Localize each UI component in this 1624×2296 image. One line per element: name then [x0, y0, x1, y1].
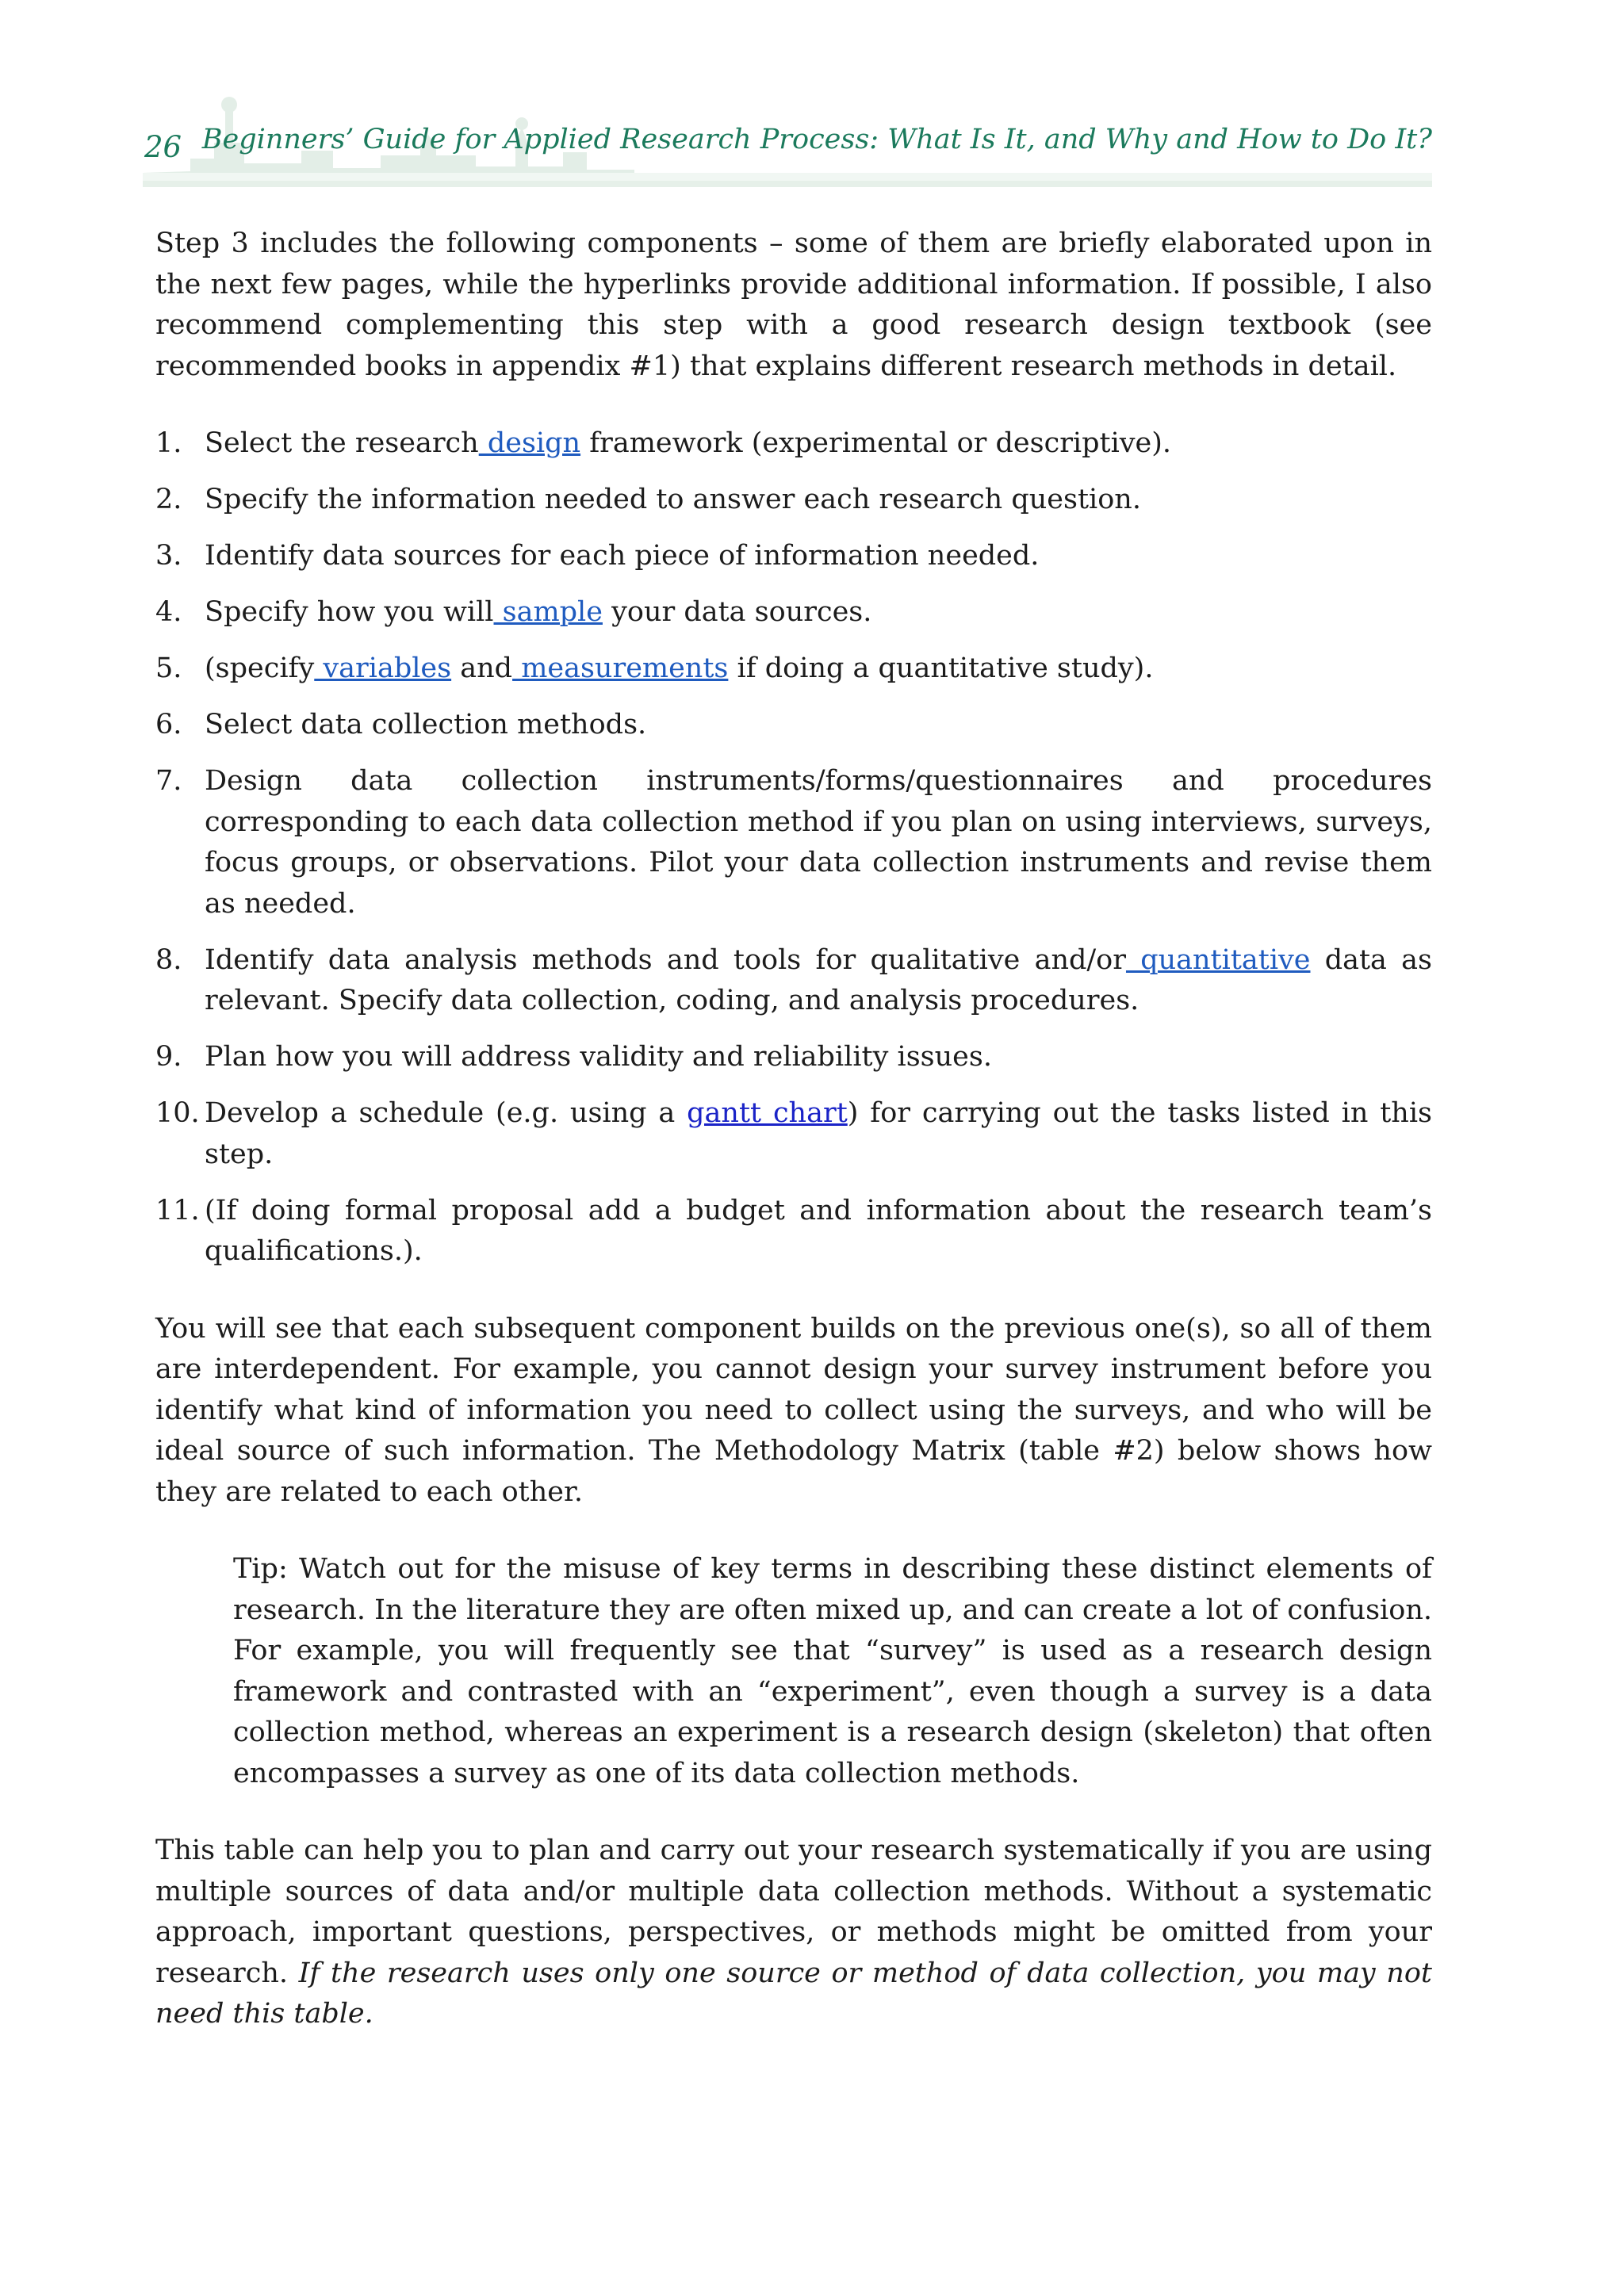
list-item-text — [205, 592, 1432, 633]
intro-paragraph: Step 3 includes the following components – some of them are briefly elaborated upon in the next few pages, while the hyperlinks provide additional information. If possible, I also recommend complementing this step with a good research design textbook (see recommended books in appendix #1) that explains different research methods in detail. — [155, 228, 1432, 382]
list-number: 10. — [155, 1097, 200, 1129]
text-run: This table can help you to plan and carry out your research systematically if you are using multiple sources of data and/or multiple data collection methods. Without a systematic approach, important questions, perspectives, or methods might be omitted from your research. — [155, 1835, 1432, 1989]
text-run: Select the research — [205, 427, 479, 459]
list-number: 4. — [155, 596, 182, 628]
list-number: 2. — [155, 484, 182, 515]
list-item-text: Identify data sources for each piece of information needed. — [205, 540, 1040, 572]
list-item-text: Plan how you will address validity and reliability issues. — [205, 1041, 992, 1073]
list-item — [155, 592, 1432, 633]
list-item-text — [205, 1093, 1432, 1175]
list-item-text: (If doing formal proposal add a budget and information about the research team’s qualifications.). — [205, 1194, 1432, 1267]
list-item-text: Select data collection methods. — [205, 709, 647, 740]
text-run: Identify data analysis methods and tools for qualitative and/or — [205, 943, 1126, 976]
italic-note: If the research uses only one source or method of data collection, you may not need this table. — [155, 1957, 1432, 2030]
list-number: 7. — [155, 765, 182, 797]
list-item-text — [205, 649, 1432, 690]
list-item — [155, 536, 1432, 577]
text-run: framework (experimental or descriptive). — [580, 427, 1172, 459]
text-run: data as relevant. Specify data collection, coding, and analysis procedures. — [205, 943, 1432, 1016]
text-run: Develop a schedule (e.g. using a — [205, 1097, 688, 1129]
table-usage-paragraph — [155, 1831, 1432, 2035]
text-run: ) for carrying out the tasks listed in this step. — [205, 1097, 1432, 1170]
list-item — [155, 761, 1432, 924]
list-item — [155, 1037, 1432, 1078]
list-number: 9. — [155, 1041, 182, 1073]
interdependence-paragraph: You will see that each subsequent component builds on the previous one(s), so all of them are interdependent. For example, you cannot design your survey instrument before you identify what kind of information you need to collect using the surveys, and who will be ideal source of such information. The Methodology Matrix (table #2) below shows how they are related to each other. — [155, 1312, 1432, 1508]
sample-link[interactable]: sample — [493, 596, 603, 628]
step-components-list — [155, 423, 1432, 1272]
text-run: (specify — [205, 652, 315, 684]
list-item-text: Specify the information needed to answer each research question. — [205, 484, 1141, 515]
tip-block: Tip: Watch out for the misuse of key terms in describing these distinct elements of research. In the literature they are often mixed up, and can create a lot of confusion. For example, you will frequently see that “survey” is used as a research design framework and contrasted with an “experiment”, even though a survey is a data collection method, whereas an experiment is a research design (skeleton) that often encompasses a survey as one of its data collection methods. — [233, 1553, 1432, 1789]
list-item — [155, 649, 1432, 690]
list-item — [155, 1191, 1432, 1272]
list-item-text — [205, 423, 1432, 465]
text-run: and — [451, 652, 513, 684]
text-run: Specify how you will — [205, 596, 494, 628]
list-number: 3. — [155, 540, 182, 572]
design-link[interactable]: design — [478, 427, 581, 459]
list-item-text: Design data collection instruments/forms/questionnaires and procedures corresponding to each data collection method if you plan on using interviews, surveys, focus groups, or observations. Pilot your data collection instruments and revise them as needed. — [205, 765, 1432, 920]
list-number: 11. — [155, 1194, 200, 1226]
page-header — [143, 95, 1432, 189]
page-body — [155, 224, 1432, 2035]
list-item — [155, 705, 1432, 746]
list-item — [155, 423, 1432, 465]
page-number: 26 — [144, 130, 182, 164]
list-number: 1. — [155, 427, 182, 459]
text-run: your data sources. — [602, 596, 872, 628]
list-number: 6. — [155, 709, 182, 740]
list-item-text — [205, 940, 1432, 1022]
measurements-link[interactable]: measurements — [512, 652, 729, 684]
list-number: 8. — [155, 943, 182, 976]
running-title: Beginners’ Guide for Applied Research Process: What Is It, and Why and How to Do It? — [201, 124, 1432, 155]
variables-link[interactable]: variables — [314, 652, 452, 684]
list-item — [155, 1093, 1432, 1175]
text-run: if doing a quantitative study). — [728, 652, 1154, 684]
gantt-chart-link[interactable]: gantt chart — [687, 1097, 848, 1129]
list-item — [155, 480, 1432, 521]
list-item — [155, 940, 1432, 1022]
quantitative-link[interactable]: quantitative — [1125, 943, 1311, 976]
list-number: 5. — [155, 652, 182, 684]
